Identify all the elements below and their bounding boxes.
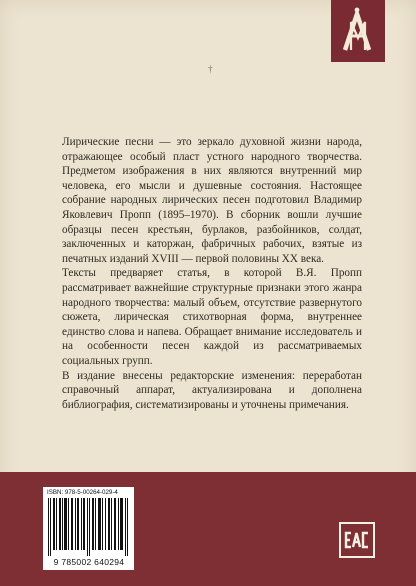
eac-mark-icon — [341, 524, 373, 556]
publisher-logo — [331, 0, 385, 62]
am-monogram-icon — [331, 0, 385, 62]
isbn-label: ISBN: 978-5-00264-029-4 — [47, 489, 118, 496]
description-paragraph: Тексты предваряет статья, в которой В.Я. Пропп рассматривает важнейшие структурные признаки этого жанра народного творчества: малый объем, отсутствие развернутого сюжета, лирическая стихотворная форма, внутреннее единство слова и напева. Обращает внимание исследователь и на особенности песен каждой из рассматриваемых социальных групп. — [62, 267, 362, 367]
dagger-mark: † — [208, 64, 213, 74]
eac-certification-mark — [339, 522, 375, 558]
description-paragraph: Лирические песни — это зеркало духовной жизни народа, отражающее особый пласт устного народного творчества. Предметом изображения в них являются внутренний мир человека, его мысли и душевные состояния. Настоящее собрание народных лирических песен подготовил Владимир Яковлевич Пропп (1895–1970). В сборник вошли лучшие образцы песен крестьян, бурлаков, разбойников, солдат, заключенных и каторжан, фабричных рабочих, взятые из печатных изданий XVIII — первой половины XX века. — [62, 136, 362, 265]
barcode-bars — [48, 498, 130, 556]
description-paragraph: В издание внесены редакторские изменения: переработан справочный аппарат, актуализирована и дополнена библиография, систематизированы и уточнены примечания. — [62, 369, 362, 411]
description — [62, 135, 362, 412]
barcode — [43, 487, 134, 570]
barcode-digits: 9 785002 640294 — [53, 557, 125, 567]
